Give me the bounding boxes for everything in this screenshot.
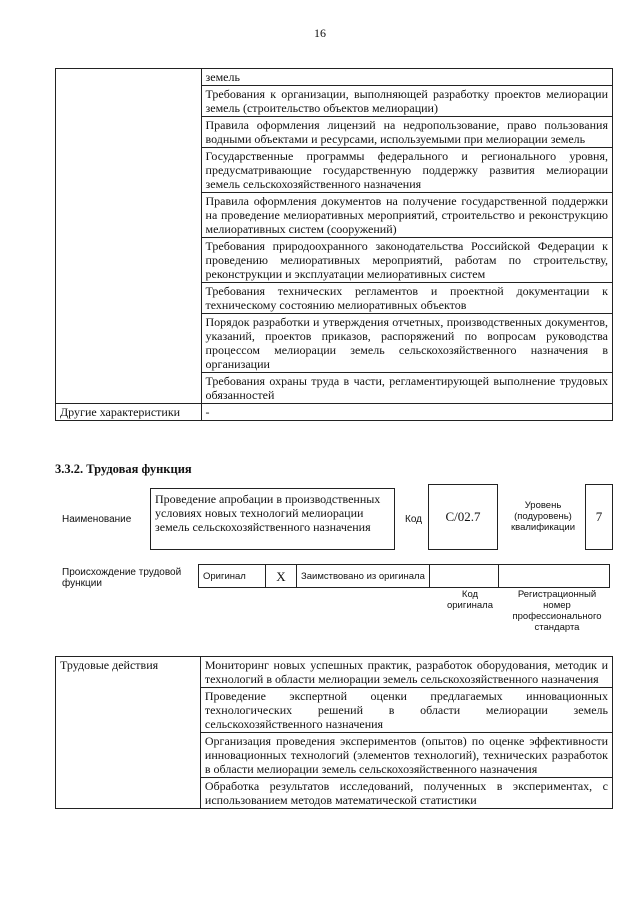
origin-label: Происхождение трудовой функции <box>62 567 182 589</box>
labor-action-row: Мониторинг новых успешных практик, разработок оборудования, методик и технологий в области мелиорации земель сельскохозяйственного назначения <box>200 657 612 688</box>
reg-number-cell <box>499 565 610 588</box>
requirements-table <box>55 68 613 421</box>
borrowed-label: Заимствовано из оригинала <box>297 565 430 588</box>
section-title: 3.3.2. Трудовая функция <box>55 462 192 476</box>
original-label: Оригинал <box>199 565 266 588</box>
name-label: Наименование <box>62 514 132 525</box>
requirement-row: Порядок разработки и утверждения отчетных, производственных документов, указаний, проектов приказов, распоряжений по вопросам руководства процессом мелиорации земель сельскохозяйственного назначения в организации <box>201 314 612 373</box>
labor-actions-label: Трудовые действия <box>56 657 201 809</box>
requirement-row: Правила оформления лицензий на недропользование, право пользования водными объектами и ресурсами, используемыми при мелиорации земель <box>201 117 612 148</box>
requirement-row: Требования к организации, выполняющей разработку проектов мелиорации земель (строительство объектов мелиорации) <box>201 86 612 117</box>
original-mark: X <box>266 565 297 588</box>
code-value: С/02.7 <box>428 484 498 550</box>
requirement-row: Государственные программы федерального и регионального уровня, предусматривающие государственную поддержку развития мелиорации земель сельскохозяйственного назначения <box>201 148 612 193</box>
labor-actions-table <box>55 656 613 809</box>
labor-action-row: Проведение экспертной оценки предлагаемых инновационных технологических решений в области мелиорации земель сельскохозяйственного назначения <box>200 688 612 733</box>
function-name-box: Проведение апробации в производственных условиях новых технологий мелиорации земель сельскохозяйственного назначения <box>150 488 395 550</box>
labor-action-row: Организация проведения экспериментов (опытов) по оценке эффективности инновационных технологий (элементов технологий), технических разработок в области мелиорации земель сельскохозяйственного назначения <box>200 733 612 778</box>
origin-code-cell <box>430 565 499 588</box>
requirement-row: земель <box>201 69 612 86</box>
origin-table <box>198 564 610 588</box>
requirements-label-cell <box>56 69 202 404</box>
other-characteristics-value: - <box>201 404 612 421</box>
origin-code-label: Код оригинала <box>446 589 493 611</box>
level-value: 7 <box>585 484 613 550</box>
page-number: 16 <box>314 26 326 40</box>
reg-number-label: Регистрационный номер профессионального стандарта <box>512 589 602 633</box>
requirement-row: Требования охраны труда в части, регламентирующей выполнение трудовых обязанностей <box>201 373 612 404</box>
other-characteristics-label: Другие характеристики <box>56 404 202 421</box>
labor-action-row: Обработка результатов исследований, полученных в экспериментах, с использованием методов математической статистики <box>200 778 612 809</box>
code-label: Код <box>405 514 423 525</box>
level-label: Уровень (подуровень) квалификации <box>510 500 576 533</box>
requirement-row: Требования технических регламентов и проектной документации к техническому состоянию мелиоративных объектов <box>201 283 612 314</box>
requirement-row: Правила оформления документов на получение государственной поддержки на проведение мелиоративных мероприятий, строительство и реконструкцию мелиоративных систем (сооружений) <box>201 193 612 238</box>
requirement-row: Требования природоохранного законодательства Российской Федерации к проведению мелиоративных мероприятий, работам по строительству, реконструкции и эксплуатации мелиоративных систем <box>201 238 612 283</box>
